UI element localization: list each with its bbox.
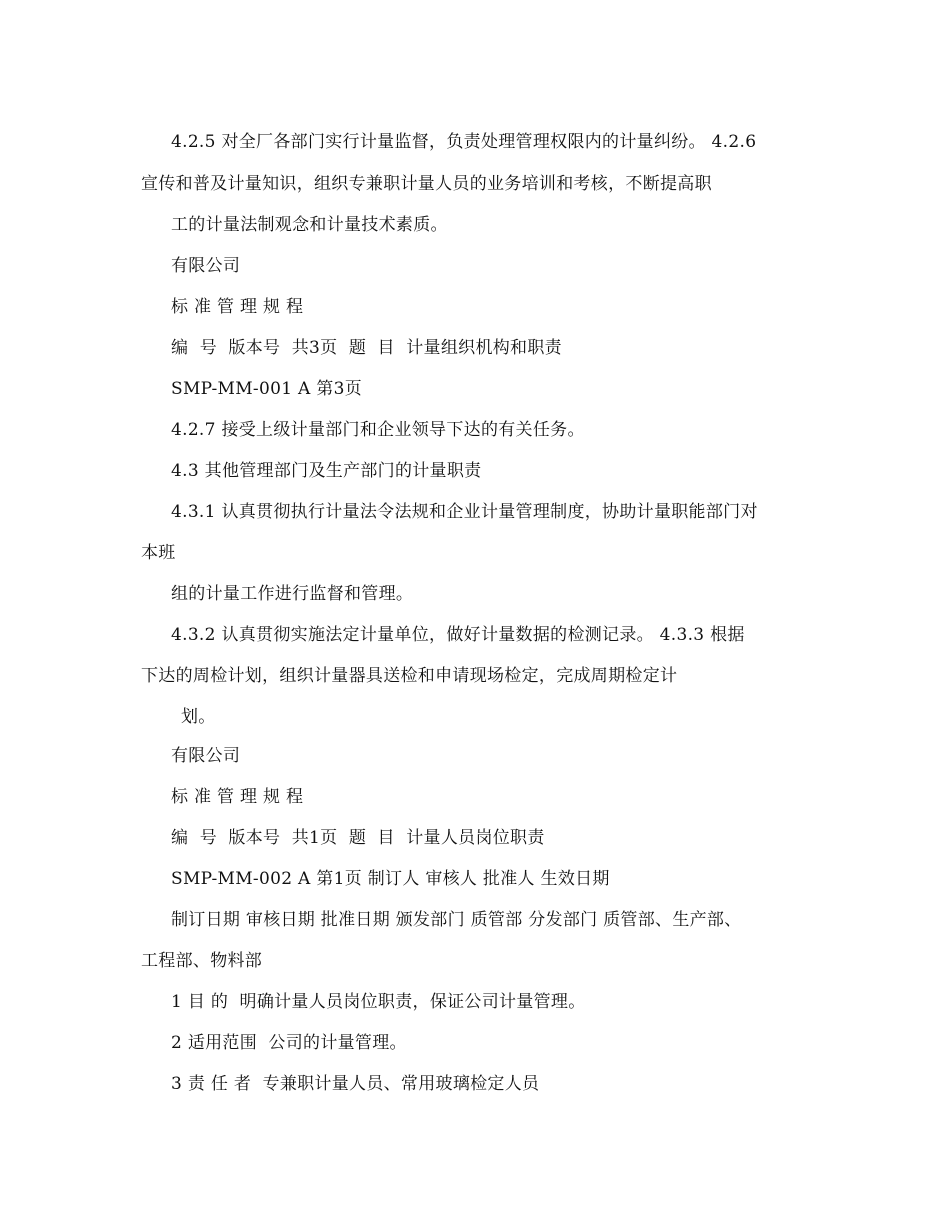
text-line-1: 4.2.5 对全厂各部门实行计量监督，负责处理管理权限内的计量纠纷。 4.2.6 bbox=[171, 132, 757, 152]
doc-heading-2: 标 准 管 理 规 程 bbox=[171, 787, 304, 807]
text-line-20: 制订日期 审核日期 批准日期 颁发部门 质管部 分发部门 质管部、生产部、 bbox=[171, 910, 742, 930]
doc-code-line-2: SMP-MM-002 A 第1页 制订人 审核人 批准人 生效日期 bbox=[171, 869, 610, 889]
company-name-2: 有限公司 bbox=[171, 746, 241, 766]
text-line-3: 工的计量法制观念和计量技术素质。 bbox=[171, 215, 448, 235]
text-line-12: 组的计量工作进行监督和管理。 bbox=[171, 584, 414, 604]
text-line-8: 4.2.7 接受上级计量部门和企业领导下达的有关任务。 bbox=[171, 420, 585, 440]
text-line-2: 宣传和普及计量知识，组织专兼职计量人员的业务培训和考核，不断提高职 bbox=[141, 174, 712, 194]
text-line-13: 4.3.2 认真贯彻实施法定计量单位，做好计量数据的检测记录。 4.3.3 根据 bbox=[171, 625, 745, 645]
text-line-22: 1 目 的 明确计量人员岗位职责，保证公司计量管理。 bbox=[171, 992, 586, 1012]
doc-header-fields-2: 编 号 版本号 共1页 题 目 计量人员岗位职责 bbox=[171, 828, 545, 848]
section-heading: 4.3 其他管理部门及生产部门的计量职责 bbox=[171, 461, 482, 481]
doc-header-fields: 编 号 版本号 共3页 题 目 计量组织机构和职责 bbox=[171, 338, 562, 358]
doc-heading: 标 准 管 理 规 程 bbox=[171, 297, 304, 317]
text-line-11: 本班 bbox=[141, 543, 176, 563]
company-name: 有限公司 bbox=[171, 256, 241, 276]
doc-code-line: SMP-MM-001 A 第3页 bbox=[171, 379, 363, 399]
text-line-15: 划。 bbox=[181, 707, 216, 727]
text-line-24: 3 责 任 者 专兼职计量人员、常用玻璃检定人员 bbox=[171, 1074, 540, 1094]
text-line-23: 2 适用范围 公司的计量管理。 bbox=[171, 1033, 407, 1053]
text-line-21: 工程部、物料部 bbox=[141, 951, 263, 971]
text-line-10: 4.3.1 认真贯彻执行计量法令法规和企业计量管理制度，协助计量职能部门对 bbox=[171, 502, 758, 522]
text-line-14: 下达的周检计划，组织计量器具送检和申请现场检定，完成周期检定计 bbox=[141, 666, 678, 686]
